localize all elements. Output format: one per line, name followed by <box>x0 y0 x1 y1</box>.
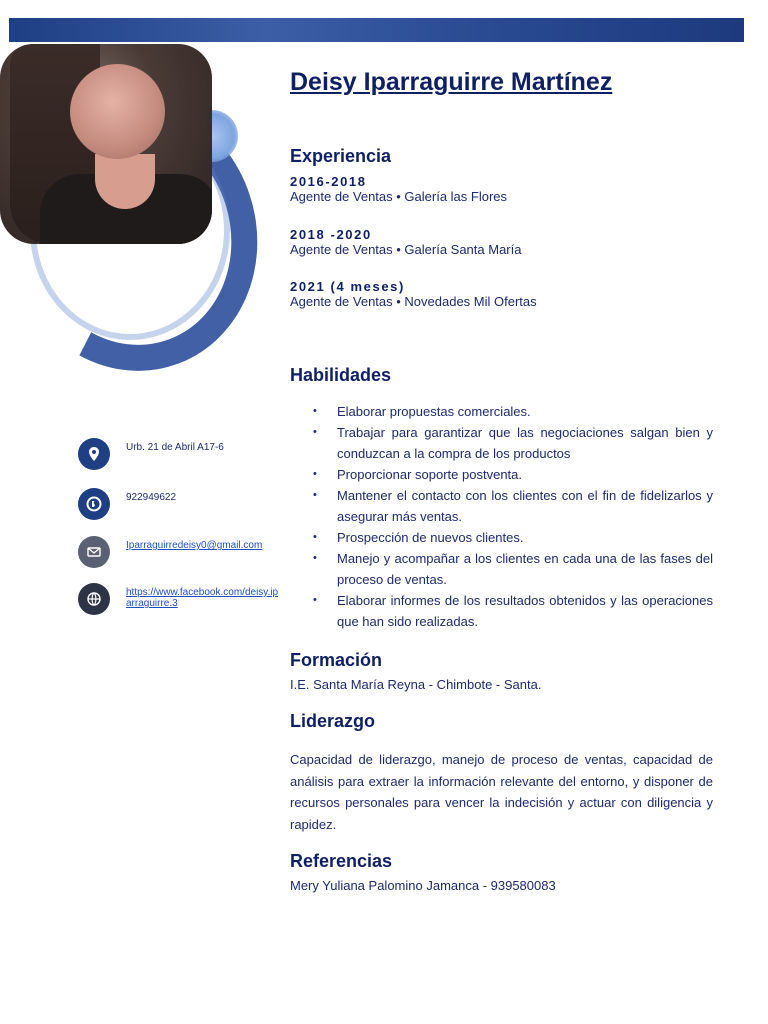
facebook-link[interactable]: https://www.facebook.com/deisy.iparraguirre.3 <box>126 587 279 609</box>
contact-email <box>78 536 283 568</box>
contact-phone <box>78 488 283 520</box>
contact-web <box>78 583 283 615</box>
references-text: Mery Yuliana Palomino Jamanca - 939580083 <box>290 878 556 893</box>
leadership-text: Capacidad de liderazgo, manejo de proceso de ventas, capacidad de análisis para extraer la información relevante del entorno, y disponer de recursos personales para vencer la indecisión y actuar con diligencia y rapidez. <box>290 752 713 832</box>
phone-text: 922949622 <box>126 492 177 503</box>
skill-item: • Manejo y acompañar a los clientes en cada una de las fases del proceso de ventas. <box>310 548 713 590</box>
phone-icon <box>78 488 110 520</box>
skills-title: Habilidades <box>290 365 392 385</box>
experience-date: 2016-2018 <box>290 174 367 189</box>
education-title: Formación <box>290 650 383 670</box>
skill-item: • Elaborar propuestas comerciales. <box>310 401 713 422</box>
experience-role: Agente de Ventas • Galería Santa María <box>290 242 522 257</box>
skill-item: • Trabajar para garantizar que las negociaciones salgan bien y conduzcan a la compra de los productos <box>310 422 713 464</box>
web-icon <box>78 583 110 615</box>
skill-item: • Mantener el contacto con los clientes con el fin de fidelizarlos y asegurar más ventas. <box>310 485 713 527</box>
skills-list <box>310 401 713 632</box>
skill-item: • Prospección de nuevos clientes. <box>310 527 713 548</box>
experience-date: 2018 -2020 <box>290 227 372 242</box>
profile-photo <box>0 44 212 244</box>
experience-item <box>290 228 521 257</box>
experience-item <box>290 175 507 204</box>
references-title: Referencias <box>290 851 393 871</box>
email-link[interactable]: Iparraguirredeisy0@gmail.com <box>126 540 263 551</box>
experience-role: Agente de Ventas • Novedades Mil Ofertas <box>290 294 537 309</box>
email-icon <box>78 536 110 568</box>
header-bar <box>9 18 744 42</box>
experience-item <box>290 280 537 309</box>
experience-date: 2021 (4 meses) <box>290 279 405 294</box>
address-text: Urb. 21 de Abril A17-6 <box>126 442 224 453</box>
experience-title: Experiencia <box>290 146 392 166</box>
skill-item: • Proporcionar soporte postventa. <box>310 464 713 485</box>
experience-role: Agente de Ventas • Galería las Flores <box>290 189 508 204</box>
skill-item: • Elaborar informes de los resultados obtenidos y las operaciones que han sido realizadas. <box>310 590 713 632</box>
candidate-name: Deisy Iparraguirre Martínez <box>290 68 613 96</box>
education-text: I.E. Santa María Reyna - Chimbote - Santa. <box>290 677 542 692</box>
location-pin-icon <box>78 438 110 470</box>
contact-address <box>78 438 283 470</box>
leadership-title: Liderazgo <box>290 711 376 731</box>
